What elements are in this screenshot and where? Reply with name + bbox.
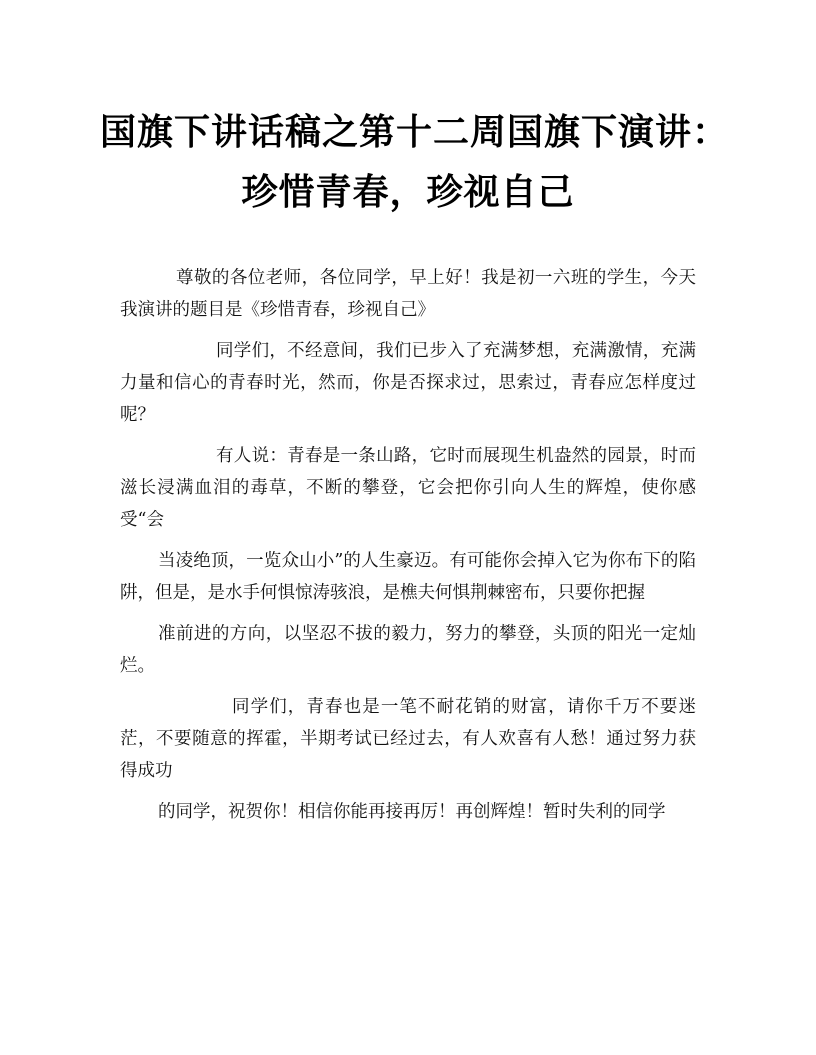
paragraph: 同学们，青春也是一笔不耐花销的财富，请你千万不要迷茫，不要随意的挥霍，半期考试已经过去，有人欢喜有人愁！通过努力获得成功 bbox=[120, 697, 696, 781]
paragraph: 有人说：青春是一条山路，它时而展现生机盎然的园景，时而滋长浸满血泪的毒草，不断的攀登，它会把你引向人生的辉煌，使你感受“会 bbox=[120, 446, 696, 530]
document-title-line-2: 珍惜青春，珍视自己 bbox=[241, 171, 575, 213]
document-body bbox=[120, 262, 696, 837]
document-title-line-1: 国旗下讲话稿之第十二周国旗下演讲： bbox=[100, 111, 730, 153]
paragraph: 的同学，祝贺你！相信你能再接再厉！再创辉煌！暂时失利的同学 bbox=[158, 802, 666, 822]
paragraph: 当凌绝顶，一览众山小”的人生豪迈。有可能你会掉入它为你布下的陷阱，但是，是水手何惧惊涛骇浪，是樵夫何惧荆棘密布，只要你把握 bbox=[120, 551, 696, 603]
paragraph: 准前进的方向，以坚忍不拔的毅力，努力的攀登，头顶的阳光一定灿烂。 bbox=[120, 624, 696, 676]
paragraph: 尊敬的各位老师，各位同学，早上好！我是初一六班的学生，今天我演讲的题目是《珍惜青春，珍视自己》 bbox=[120, 268, 696, 320]
paragraph: 同学们，不经意间，我们已步入了充满梦想，充满激情，充满力量和信心的青春时光，然而，你是否探求过，思索过，青春应怎样度过呢？ bbox=[120, 341, 696, 425]
